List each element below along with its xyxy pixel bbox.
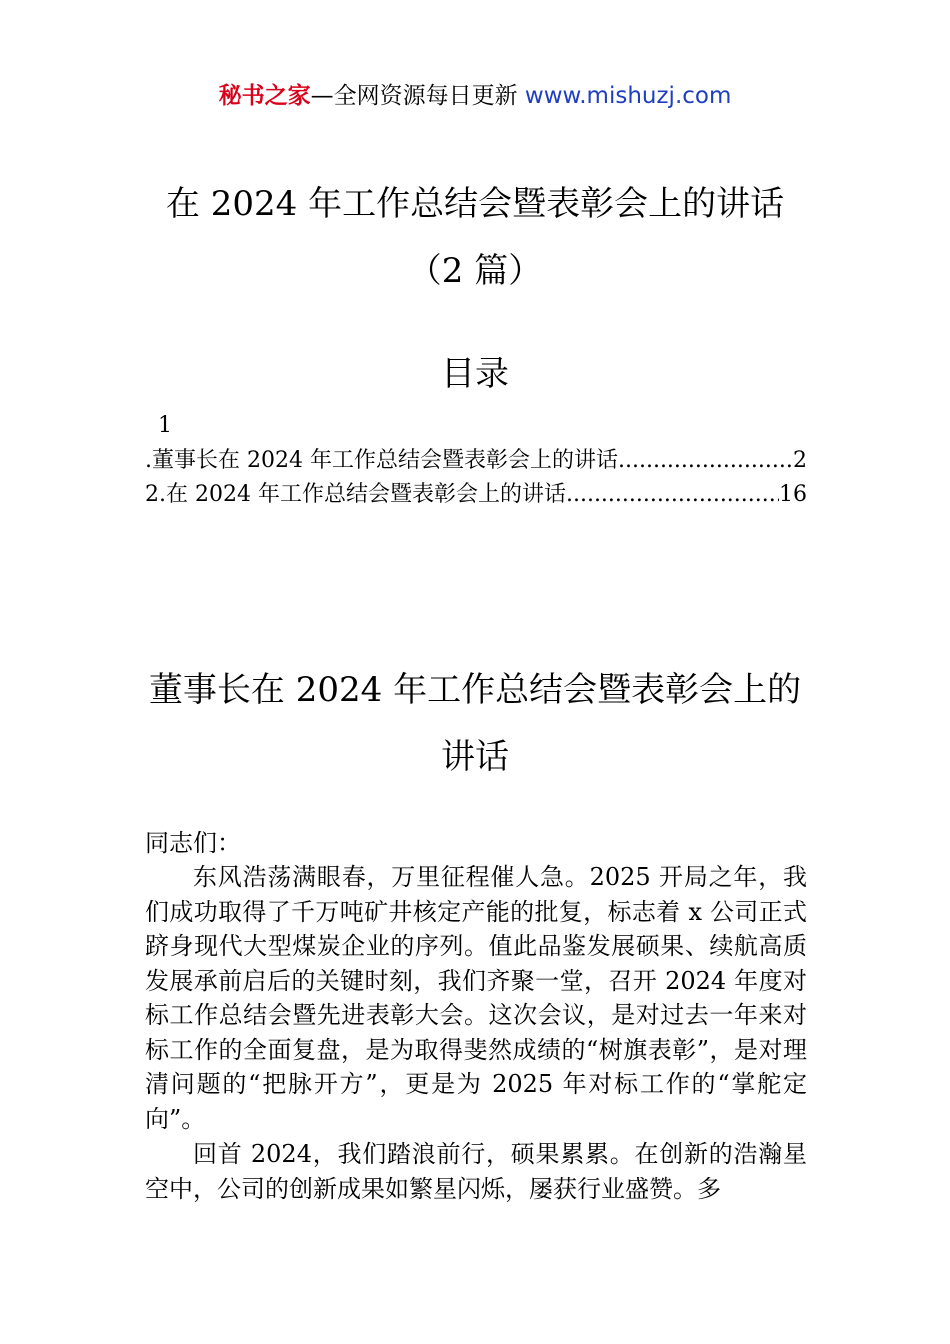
toc-leader-dots (618, 444, 793, 478)
toc-item[interactable] (145, 444, 807, 478)
salutation: 同志们： (145, 829, 241, 857)
toc-title: 目录 (441, 354, 509, 394)
toc-item-number: 1 (158, 413, 172, 438)
section-title-continued: 讲话 (441, 737, 509, 777)
toc-item-page: 16 (779, 482, 807, 507)
body-paragraph (145, 1137, 807, 1206)
toc-item-label: .董事长在 2024 年工作总结会暨表彰会上的讲话 (145, 448, 618, 473)
body-paragraph (145, 860, 807, 1136)
site-url-link[interactable]: www.mishuzj.com (524, 83, 732, 109)
paragraph-text: 回首 2024，我们踏浪前行，硕果累累。在创新的浩瀚星空中，公司的创新成果如繁星闪烁，屡获行业盛赞。多 (145, 1140, 807, 1203)
toc-item-page: 2 (793, 448, 807, 473)
toc-item-label: 2.在 2024 年工作总结会暨表彰会上的讲话 (145, 482, 566, 507)
paragraph-text: 东风浩荡满眼春，万里征程催人急。2025 开局之年，我们成功取得了千万吨矿井核定产能的批复，标志着 x 公司正式跻身现代大型煤炭企业的序列。值此品鉴发展硕果、续航高质发展承前启后的关键时刻，我们齐聚一堂，召开 2024 年度对标工作总结会暨先进表彰大会。这次会议，是对过去一年来对标工作的全面复盘，是为取得斐然成绩的“树旗表彰”，是对理清问题的“把脉开方”，更是为 2025 年对标工作的“掌舵定向”。 (145, 863, 807, 1133)
toc-leader-dots (566, 478, 779, 512)
toc-item[interactable] (145, 478, 807, 512)
section-title: 董事长在 2024 年工作总结会暨表彰会上的 (148, 670, 802, 710)
document-title: 在 2024 年工作总结会暨表彰会上的讲话 (165, 184, 785, 224)
header-slogan: —全网资源每日更新 (310, 83, 525, 109)
site-header (0, 80, 950, 112)
brand-name: 秘书之家 (218, 83, 311, 109)
document-subtitle: （2 篇） (407, 251, 543, 291)
